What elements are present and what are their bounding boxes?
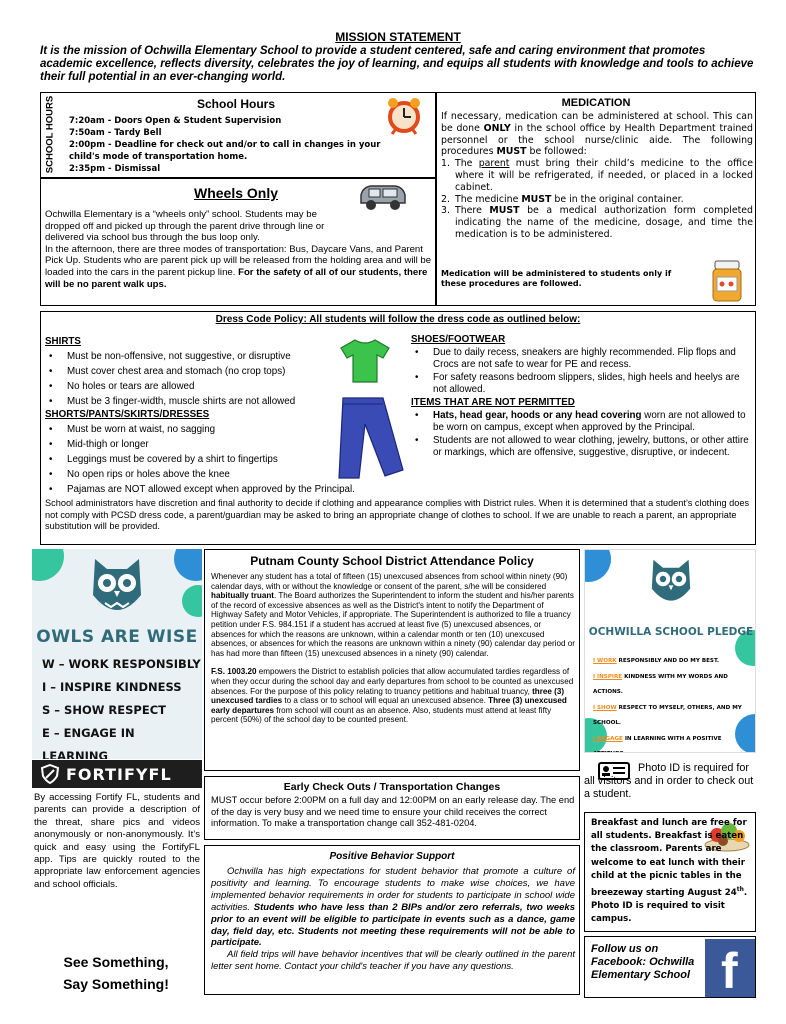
dress-code-footer: School administrators have discretion and final authority to decide if clothing and appearance complies with District rules. When it is determined that a student’s clothing does not comply with PCSD dress code, a parent/guardian may be asked to bring an appropriate change of clothes to school. If we are unable to reach a parent, an appropriate substitution will be provided. — [45, 498, 750, 532]
medication-step — [441, 158, 753, 193]
hours-item — [69, 139, 389, 163]
early-checkout-text: MUST occur before 2:00PM on a full day and 12:00PM on an early release day. The end of the day is very busy and we need time to ensure your child receives the correct information. To make a transportation change call 352-481-0204. — [211, 795, 575, 829]
pill-bottle-icon — [707, 259, 747, 303]
med-intro-c: be followed: — [526, 146, 587, 158]
owl-logo-icon — [647, 556, 695, 610]
pledge-rest: KINDNESS WITH MY WORDS AND ACTIONS. — [593, 673, 728, 695]
pledge-lines — [593, 654, 753, 753]
pledge-line — [593, 654, 753, 670]
med-s2-b: be in the original container. — [551, 193, 684, 205]
attendance-p2 — [211, 667, 575, 725]
med-s3-b: be a medical authorization form completed indicating the name of the medicine, dosage, and time the medication is to be administered. — [455, 205, 753, 240]
dress-code-box — [40, 311, 756, 545]
np1-bold: Hats, head gear, hoods or any head covering — [433, 409, 642, 421]
school-pledge-panel — [584, 549, 756, 753]
attendance-text — [211, 572, 575, 725]
pledge-key: I SHOW — [593, 704, 617, 711]
med-s2-a: The medicine — [455, 193, 522, 205]
list-item: • Students are not allowed to wear clothing, jewelry, buttons, or other attire or markings, which are offensive, suggestive, disruptive, or indecent. — [411, 435, 751, 460]
med-s1-a: The — [455, 158, 479, 170]
att-p1-b: . The Board authorizes the Superintendent to inform the student and his/her parents of the record of excessive absences as well as the District's intent to notify the Department of Highway Safety and Motor Vehicles, if appropriate. The Superintendent is authorized to file a truancy petition under F.S. 984.151 if a student has accrued at least five (5) unexcused absences, or absences for which the reasons are unknown, within a calendar month or ten (10) unexcused absences, or absences for which the reasons are unknown within a ninety (90) calendar day period or has had more than fifteen (15) unexcused absences in a ninety (90) calendar. — [211, 591, 575, 658]
list-item: • Must be worn at waist, no sagging — [45, 422, 425, 437]
wheels-p2 — [45, 244, 433, 290]
att-p2-b: to a class or to school will equal an unexcused absence. — [282, 696, 489, 706]
positive-behavior-box — [204, 845, 580, 995]
wheels-only-title: Wheels Only — [193, 185, 279, 201]
breakfast-text-a: Breakfast and lunch are free for all students. Breakfast is eaten the classroom. Parents are welcome to eat lunch with their child at the picnic tables in the breezeway starting August 24 — [591, 818, 747, 898]
mission-title: MISSION STATEMENT — [335, 30, 461, 44]
med-s1-parent: parent — [478, 158, 510, 170]
med-intro-must: MUST — [496, 146, 527, 158]
facebook-icon-letter: f — [721, 943, 738, 999]
list-item: • No open rips or holes above the knee — [45, 467, 425, 482]
owls-line: S – SHOW RESPECT — [42, 703, 166, 717]
list-item: • Must be 3 finger-width, muscle shirts are not allowed — [45, 394, 425, 409]
shirts-title: SHIRTS — [45, 336, 81, 347]
att-p2-bold3: Three (3) unexcused early departures — [211, 696, 567, 715]
owls-line: I – INSPIRE KINDNESS — [42, 680, 182, 694]
photo-id-section — [584, 760, 756, 808]
medication-box — [436, 92, 756, 306]
list-item: • Due to daily recess, sneakers are highly recommended. Flip flops and Crocs are not safe to wear for PE and recess. — [411, 347, 751, 372]
dress-code-title: Dress Code Policy: All students will follow the dress code as outlined below: — [215, 314, 581, 325]
fortifyfl-logo-text: FORTIFYFL — [66, 765, 172, 784]
list-item: • Must cover chest area and stomach (no crop tops) — [45, 364, 425, 379]
med-intro-b: in the school office by Health Department trained personnel or the school nurse/clinic aide. The following procedures — [441, 122, 754, 158]
owls-lines — [42, 653, 202, 759]
att-p2-bold2: three (3) unexcused tardies — [211, 686, 565, 706]
list-item: • Mid-thigh or longer — [45, 437, 425, 452]
pbs-p1-text: Ochwilla has high expectations for student behavior that promote a culture of positivity and learning. To encourage students to make wise choices, we have implemented behavior requirements in order for students to participate in school wide activities. — [211, 866, 575, 913]
pledge-line — [593, 701, 753, 732]
hours-item — [69, 127, 389, 139]
pants-icon — [333, 396, 405, 480]
owls-line: E – ENGAGE IN LEARNING — [42, 726, 135, 759]
pbs-title: Positive Behavior Support — [329, 851, 455, 862]
pants-title: SHORTS/PANTS/SKIRTS/DRESSES — [45, 409, 210, 420]
pledge-title: OCHWILLA SCHOOL PLEDGE — [588, 626, 754, 638]
fortifyfl-logo — [32, 760, 202, 788]
school-hours-list — [69, 115, 389, 175]
medication-title: MEDICATION — [561, 97, 631, 109]
blob-decoration — [584, 549, 611, 582]
breakfast-text — [591, 817, 753, 926]
list-item: • For safety reasons bedroom slippers, slides, high heels and heelys are not allowed. — [411, 372, 751, 397]
med-s3-a: There — [455, 205, 490, 217]
med-step-num: 1. — [441, 158, 450, 170]
shoes-title: SHOES/FOOTWEAR — [411, 334, 506, 345]
mission-text: It is the mission of Ochwilla Elementary School to provide a student centered, safe and caring environment that promotes academic excellence, reflects diversity, celebrates the joy of learning, and equips all students with knowledge and tools to achieve their full potential in an ever-changing world. — [40, 45, 754, 83]
school-hours-title: School Hours — [196, 97, 275, 111]
shoes-list — [411, 347, 751, 397]
hours-time: 2:35pm — [69, 164, 106, 174]
np1-rest: worn are not allowed to be worn on campus, except when approved by the Principal. — [433, 409, 746, 434]
hours-text: - Deadline for check out and/or to call in changes in your child's mode of transportation home. — [69, 140, 381, 162]
pledge-key: I ENGAGE — [593, 735, 623, 742]
owls-are-wise-panel — [32, 549, 202, 759]
list-item: • Pajamas are NOT allowed except when approved by the Principal. — [45, 482, 425, 497]
att-p1-a: Whenever any student has a total of fifteen (15) unexcused absences from school within ninety (90) calendar days, with or without the knowledge or consent of the parent, s/he will be considered — [211, 572, 568, 591]
attendance-p1 — [211, 572, 575, 658]
pbs-text — [211, 866, 575, 973]
hours-text: - Tardy Bell — [104, 128, 162, 138]
wheels-p1: Ochwilla Elementary is a “wheels only” school. Students may be dropped off and picked up through the parent drive through line or delivered via school bus through the bus loop only. — [45, 209, 325, 244]
medication-step — [441, 194, 753, 206]
list-item — [411, 410, 751, 435]
shield-icon — [40, 764, 60, 784]
hours-text: - Doors Open & Student Supervision — [104, 116, 282, 126]
fortifyfl-text: By accessing Fortify FL, students and parents can provide a description of the threat, share pics and videos anonymously or non-anonymously. It’s quick and easy using the FortifyFL app. Tips are quickly routed to the appropriate law enforcement agencies and school officials. — [34, 792, 200, 890]
school-hours-side-label: SCHOOL HOURS — [44, 95, 56, 174]
blob-decoration — [32, 549, 64, 581]
hours-text: - Dismissal — [105, 164, 161, 174]
med-step-num: 3. — [441, 205, 450, 217]
attendance-policy-box — [204, 549, 580, 771]
facebook-icon[interactable] — [705, 939, 755, 997]
wheels-p2-bold: For the safety of all of our students, there will be no parent walk ups. — [45, 266, 428, 290]
hours-time: 7:20am — [69, 116, 105, 126]
blob-decoration — [174, 549, 202, 581]
breakfast-box — [584, 812, 756, 932]
hours-time: 7:50am — [69, 128, 105, 138]
alarm-clock-icon — [385, 95, 423, 135]
not-permitted-list — [411, 410, 751, 460]
hours-item — [69, 115, 389, 127]
att-p2-a: empowers the District to establish policies that allow accumulated tardies regardless of when they occur during the school day and early departures from school to be counted as unexcused absences. For the purpose of this policy relating to truancy petitions and habitual truancy, — [211, 667, 574, 696]
breakfast-text-b: . Photo ID is required to visit campus. — [591, 887, 748, 925]
facebook-text: Follow us on Facebook: Ochwilla Elementary School — [591, 943, 695, 981]
wheels-p2-text: In the afternoon, there are three modes of transportation: Bus, Daycare Vans, and Parent Pick Up. Students who are parent pick up will be released from the holding area and will be loaded into the cars in the parent pickup line. — [45, 243, 432, 278]
med-s1-b: must bring their child’s medicine to the office where it will be refrigerated, if needed, or placed in a locked cabinet. — [455, 158, 754, 193]
school-hours-box — [40, 92, 436, 178]
pledge-line — [593, 732, 753, 754]
pbs-p1 — [211, 866, 575, 949]
fortifyfl-slogan-2: Say Something! — [63, 976, 169, 992]
pbs-p1-bold: Students who have less than 2 BIPs and/or zero referrals, two weeks prior to an event will be eligible to participate in events such as a dance, game day, field day, etc. Students not meeting these requirements will not be able to participate. — [211, 901, 575, 949]
medication-note: Medication will be administered to students only if these procedures are followed. — [441, 269, 672, 288]
not-permitted-title: ITEMS THAT ARE NOT PERMITTED — [411, 396, 575, 408]
medication-intro — [441, 111, 753, 158]
med-intro-a: If necessary, medication can be administered at school. This can be done — [441, 111, 753, 134]
hours-time: 2:00pm — [69, 140, 106, 150]
wheels-only-box — [40, 178, 436, 306]
att-p2-bold: F.S. 1003.20 — [211, 667, 257, 677]
owl-logo-icon — [87, 555, 147, 621]
pledge-key: I WORK — [593, 658, 617, 664]
att-p1-bold: habitually truant — [211, 591, 274, 601]
pledge-rest: RESPONSIBLY AND DO MY BEST. — [616, 658, 720, 664]
dress-right-column — [411, 334, 751, 460]
hours-item — [69, 163, 389, 175]
med-s2-must: MUST — [521, 193, 552, 205]
pledge-line — [593, 670, 753, 701]
pbs-p2: All field trips will have behavior incentives that will be clearly outlined in the parent letter sent home. Contact your child's teacher if you have any questions. — [211, 949, 575, 973]
list-item: • Must be non-offensive, not suggestive, or disruptive — [45, 349, 425, 364]
facebook-box — [584, 936, 756, 998]
shirt-icon — [339, 338, 391, 384]
attendance-title: Putnam County School District Attendance Policy — [250, 554, 534, 568]
owls-line: W – WORK RESPONSIBLY — [42, 657, 201, 671]
med-s3-must: MUST — [489, 205, 520, 217]
pledge-rest: RESPECT TO MYSELF, OTHERS, AND MY SCHOOL. — [593, 704, 742, 726]
medication-step — [441, 205, 753, 240]
pledge-key: I INSPIRE — [593, 673, 623, 680]
med-step-num: 2. — [441, 193, 450, 205]
pledge-rest: IN LEARNING WITH A POSITIVE — [624, 735, 722, 742]
blob-decoration — [182, 585, 202, 617]
list-item: • No holes or tears are allowed — [45, 379, 425, 394]
medication-text — [441, 111, 753, 241]
wheels-only-text — [45, 209, 433, 290]
photo-id-text: Photo ID is required for all visitors and in order to check out a student. — [584, 762, 754, 800]
med-intro-only: ONLY — [483, 122, 511, 134]
breakfast-sup: th — [736, 886, 744, 894]
fortifyfl-slogan-1: See Something, — [63, 954, 169, 970]
list-item: • Leggings must be covered by a shirt to fingertips — [45, 452, 425, 467]
early-checkout-title: Early Check Outs / Transportation Changes — [283, 781, 501, 793]
mission-section — [40, 30, 756, 84]
early-checkout-box — [204, 776, 580, 840]
owls-title: OWLS ARE WISE — [36, 627, 198, 647]
att-p2-c: from school will count as an absence. Also, students must attend at least fifty percent (50%) of the school day to be counted present. — [211, 705, 552, 725]
